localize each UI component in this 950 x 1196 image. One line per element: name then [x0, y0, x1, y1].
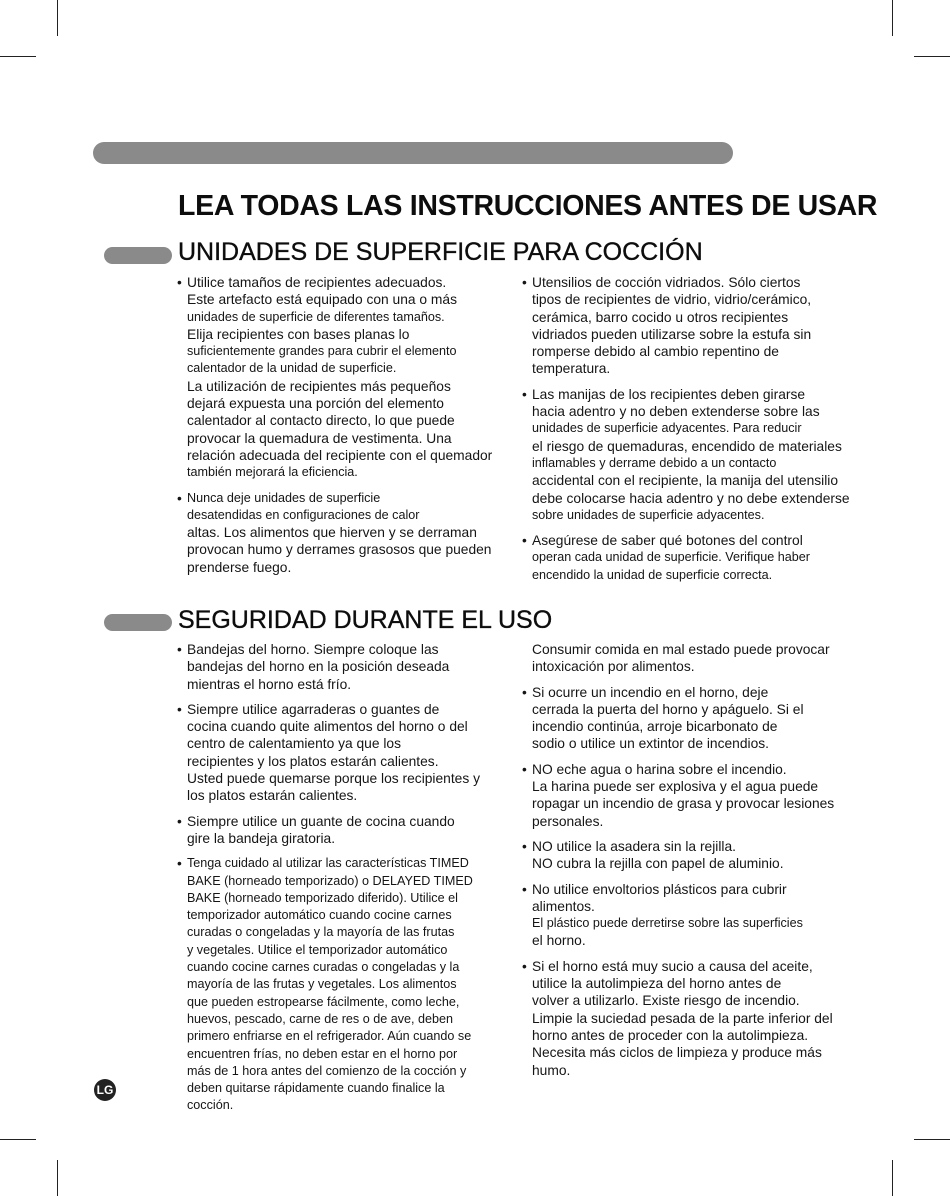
list-item — [177, 701, 512, 805]
text-line: La utilización de recipientes más pequeños — [187, 378, 451, 394]
text-line: primero enfriarse en el refrigerador. Aún cuando se — [187, 1029, 472, 1044]
text-line: Consumir comida en mal estado puede provocar — [532, 642, 830, 657]
text-line: temperatura. — [532, 361, 611, 377]
text-line: huevos, pescado, carne de res o de ave, deben — [187, 1011, 454, 1026]
text-line: romperse debido al cambio repentino de — [532, 344, 779, 360]
text-line: operan cada unidad de superficie. Verifique haber — [532, 550, 810, 565]
text-line: personales. — [532, 813, 604, 829]
text-line: utilice la autolimpieza del horno antes de — [532, 976, 782, 992]
text-line: BAKE (horneado temporizado diferido). Utilice el — [187, 890, 458, 905]
text-line: unidades de superficie de diferentes tamaños. — [187, 309, 445, 324]
text-line: provocan humo y derrames grasosos que pueden — [187, 542, 492, 558]
text-line: los platos estarán calientes. — [187, 788, 358, 804]
lg-logo-icon: LG — [94, 1079, 116, 1101]
text-line: gire la bandeja giratoria. — [187, 830, 336, 846]
list-item-continuation — [522, 641, 867, 676]
list-item — [522, 761, 867, 830]
list-item — [522, 958, 867, 1079]
list-item — [177, 641, 512, 693]
section-title-surface-units: UNIDADES DE SUPERFICIE PARA COCCIÓN — [178, 238, 703, 266]
crop-mark — [0, 56, 36, 57]
text-line: mayoría de las frutas y vegetales. Los alimentos — [187, 977, 457, 992]
text-line: incendio continúa, arroje bicarbonato de — [532, 719, 778, 735]
text-line: más de 1 hora antes del comienzo de la cocción y — [187, 1063, 467, 1078]
text-line: • Las manijas de los recipientes deben girarse — [532, 386, 806, 402]
text-line: Elija recipientes con bases planas lo — [187, 326, 410, 342]
list-item — [177, 855, 512, 1114]
text-line: debe colocarse hacia adentro y no debe extenderse — [532, 490, 850, 506]
list-item — [522, 386, 867, 524]
section-title-safety-use: SEGURIDAD DURANTE EL USO — [178, 606, 553, 634]
text-line: encuentren frías, no deben estar en el horno por — [187, 1046, 458, 1061]
text-line: temporizador automático cuando cocine carnes — [187, 908, 452, 923]
text-line: calentador al contacto directo, lo que puede — [187, 413, 455, 429]
text-line: Limpie la suciedad pesada de la parte inferior del — [532, 1010, 833, 1026]
text-line: intoxicación por alimentos. — [532, 659, 695, 675]
text-line: volver a utilizarlo. Existe riesgo de incendio. — [532, 993, 800, 1009]
text-line: sodio o utilice un extintor de incendios. — [532, 736, 769, 752]
section2-left-column — [177, 641, 512, 1123]
section-marker — [104, 614, 172, 631]
text-line: • Asegúrese de saber qué botones del control — [532, 533, 803, 549]
text-line: Necesita más ciclos de limpieza y produce más — [532, 1045, 822, 1061]
text-line: alimentos. — [532, 898, 595, 914]
text-line: • Tenga cuidado al utilizar las características TIMED — [187, 856, 469, 871]
text-line: cocción. — [187, 1098, 234, 1113]
crop-mark — [914, 56, 950, 57]
text-line: que pueden estropearse fácilmente, como leche, — [187, 994, 460, 1009]
crop-mark — [0, 1139, 36, 1140]
text-line: calentador de la unidad de superficie. — [187, 361, 397, 376]
text-line: vidriados pueden utilizarse sobre la estufa sin — [532, 326, 812, 342]
header-bar — [93, 142, 733, 164]
text-line: inflamables y derrame debido a un contacto — [532, 455, 777, 470]
text-line: desatendidas en configuraciones de calor — [187, 507, 420, 522]
text-line: • Siempre utilice un guante de cocina cuando — [187, 813, 455, 829]
text-line: deben quitarse rápidamente cuando finalice la — [187, 1081, 445, 1096]
list-item — [177, 813, 512, 848]
text-line: mientras el horno está frío. — [187, 676, 352, 692]
text-line: el horno. — [532, 933, 586, 949]
section1-right-column — [522, 274, 867, 592]
text-line: humo. — [532, 1062, 571, 1078]
list-item — [522, 274, 867, 378]
text-line: • Utensilios de cocción vidriados. Sólo ciertos — [532, 275, 801, 290]
text-line: BAKE (horneado temporizado) o DELAYED TIMED — [187, 873, 473, 888]
text-line: bandejas del horno en la posición deseada — [187, 659, 450, 675]
text-line: recipientes y los platos estarán calientes. — [187, 753, 439, 769]
text-line: sobre unidades de superficie adyacentes. — [532, 507, 765, 522]
text-line: prenderse fuego. — [187, 559, 292, 575]
list-item — [177, 490, 512, 576]
text-line: El plástico puede derretirse sobre las superficies — [532, 916, 803, 931]
crop-mark — [57, 1160, 58, 1196]
section2-right-column — [522, 641, 867, 1087]
crop-mark — [57, 0, 58, 36]
crop-mark — [914, 1139, 950, 1140]
text-line: relación adecuada del recipiente con el quemador — [187, 447, 493, 463]
page-title: LEA TODAS LAS INSTRUCCIONES ANTES DE USAR — [178, 190, 878, 222]
text-line: también mejorará la eficiencia. — [187, 465, 358, 480]
text-line: y vegetales. Utilice el temporizador automático — [187, 942, 448, 957]
text-line: cuando cocine carnes curadas o congeladas y la — [187, 960, 460, 975]
text-line: cerrada la puerta del horno y apáguelo. Si el — [532, 701, 804, 717]
list-item — [522, 684, 867, 753]
text-line: • Bandejas del horno. Siempre coloque las — [187, 642, 439, 657]
text-line: el riesgo de quemaduras, encendido de materiales — [532, 438, 842, 454]
text-line: curadas o congeladas y la mayoría de las frutas — [187, 925, 455, 940]
list-item — [177, 274, 512, 482]
text-line: centro de calentamiento ya que los — [187, 736, 401, 752]
text-line: Usted puede quemarse porque los recipientes y — [187, 771, 480, 787]
text-line: dejará expuesta una porción del elemento — [187, 396, 444, 412]
text-line: accidental con el recipiente, la manija del utensilio — [532, 473, 839, 489]
text-line: • Nunca deje unidades de superficie — [187, 490, 381, 505]
text-line: provocar la quemadura de vestimenta. Una — [187, 430, 452, 446]
list-item — [522, 881, 867, 950]
text-line: horno antes de proceder con la autolimpieza. — [532, 1027, 809, 1043]
crop-mark — [892, 0, 893, 36]
text-line: • Si ocurre un incendio en el horno, deje — [532, 684, 769, 700]
crop-mark — [892, 1160, 893, 1196]
text-line: ropagar un incendio de grasa y provocar lesiones — [532, 796, 835, 812]
text-line: • Si el horno está muy sucio a causa del aceite, — [532, 958, 813, 974]
text-line: unidades de superficie adyacentes. Para reducir — [532, 421, 802, 436]
list-item — [522, 838, 867, 873]
text-line: encendido la unidad de superficie correcta. — [532, 567, 773, 582]
list-item — [522, 532, 867, 584]
text-line: altas. Los alimentos que hierven y se derraman — [187, 525, 477, 541]
text-line: NO cubra la rejilla con papel de aluminio. — [532, 856, 784, 872]
section1-left-column — [177, 274, 512, 584]
text-line: hacia adentro y no deben extenderse sobre las — [532, 404, 820, 420]
text-line: cerámica, barro cocido u otros recipientes — [532, 309, 789, 325]
text-line: • Siempre utilice agarraderas o guantes de — [187, 701, 440, 717]
text-line: • NO utilice la asadera sin la rejilla. — [532, 838, 736, 854]
text-line: cocina cuando quite alimentos del horno o del — [187, 719, 468, 735]
section-marker — [104, 247, 172, 264]
text-line: Este artefacto está equipado con una o más — [187, 292, 457, 308]
text-line: • No utilice envoltorios plásticos para cubrir — [532, 881, 787, 897]
text-line: La harina puede ser explosiva y el agua puede — [532, 779, 819, 795]
text-line: • Utilice tamaños de recipientes adecuados. — [187, 275, 447, 290]
text-line: tipos de recipientes de vidrio, vidrio/cerámico, — [532, 292, 812, 308]
text-line: suficientemente grandes para cubrir el elemento — [187, 344, 457, 359]
text-line: • NO eche agua o harina sobre el incendio. — [532, 761, 787, 777]
